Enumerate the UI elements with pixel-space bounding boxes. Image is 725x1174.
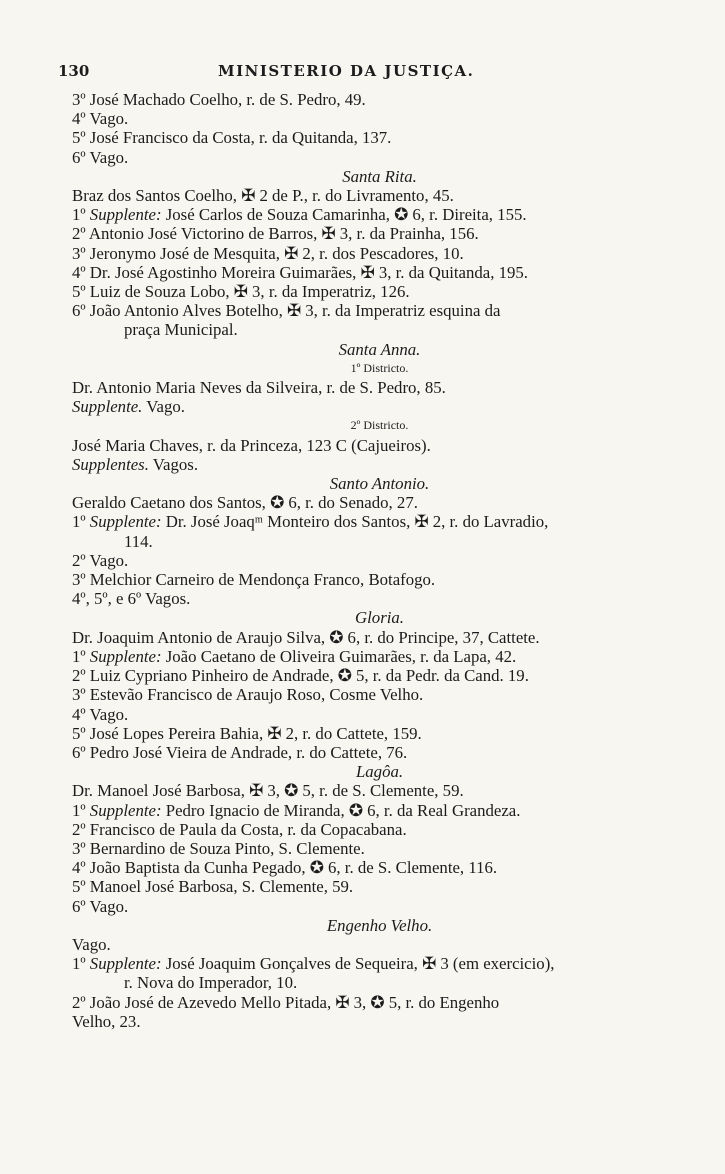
entry-role: Supplente: [89,800,162,820]
entry-line [72,244,647,263]
entry-text: Dr. Joaquim Antonio de Araujo Silva, ✪ 6, r. do Principe, 37, Cattete. [72,627,540,647]
entry-text: 2º Luiz Cypriano Pinheiro de Andrade, ✪ 5, r. da Pedr. da Cand. 19. [72,666,529,686]
entry-line [72,935,647,954]
entry-text: 3º Melchior Carneiro de Mendonça Franco, Botafogo. [72,570,436,590]
entry-text: Pedro Ignacio de Miranda, ✪ 6, r. da Real Grandeza. [161,800,521,820]
entry-text: r. Nova do Imperador, 10. [124,973,298,993]
entry-text: 3º Estevão Francisco de Araujo Roso, Cosme Velho. [72,685,424,705]
entry-line [72,512,647,531]
entry-text: Braz dos Santos Coelho, ✠ 2 de P., r. do Livramento, 45. [72,186,454,206]
entry-text: José Maria Chaves, r. da Princeza, 123 C (Cajueiros). [72,435,431,455]
entry-text: Lagôa. [355,762,404,782]
entry-text: 3º Jeronymo José de Mesquita, ✠ 2, r. dos Pescadores, 10. [72,243,464,263]
entry-line [72,858,647,877]
running-head: MINISTERIO DA JUSTIÇA. [218,62,475,80]
entry-ordinal: 1º [72,954,90,974]
entry-ordinal: 1º [72,205,90,225]
entry-ordinal: 1º [72,800,90,820]
entry-text: 4º João Baptista da Cunha Pegado, ✪ 6, r. de S. Clemente, 116. [72,858,498,878]
entry-text: Santa Rita. [342,166,417,186]
entry-line [72,954,647,973]
entry-line [72,628,647,647]
page-number: 130 [58,62,90,80]
entry-line [72,647,647,666]
section-heading [72,608,647,627]
entry-line [72,820,647,839]
entry-line [72,993,647,1012]
entry-line [72,551,647,570]
entry-text: 4º, 5º, e 6º Vagos. [72,589,191,609]
entry-line [72,897,647,916]
entry-text: praça Municipal. [124,320,238,340]
entry-line [72,743,647,762]
entry-continuation [72,532,647,551]
page-header [58,62,648,86]
entry-line [72,224,647,243]
entry-text: 2º João José de Azevedo Mello Pitada, ✠ 3, ✪ 5, r. do Engenho [72,992,500,1012]
entry-text: Santo Antonio. [329,474,430,494]
entry-text: 4º Vago. [72,109,129,129]
entry-text: Dr. Manoel José Barbosa, ✠ 3, ✪ 5, r. de S. Clemente, 59. [72,781,464,801]
entry-ordinal: 1º [72,512,90,532]
section-heading [72,340,647,359]
entry-line [72,205,647,224]
entry-text: 5º José Lopes Pereira Bahia, ✠ 2, r. do Cattete, 159. [72,723,422,743]
entry-text: 6º Vago. [72,896,129,916]
entry-line [72,801,647,820]
entry-line [72,685,647,704]
section-heading [72,167,647,186]
text-body [72,90,647,1031]
entry-text: 4º Dr. José Agostinho Moreira Guimarães, ✠ 3, r. da Quitanda, 195. [72,262,528,282]
entry-line [72,493,647,512]
entry-text: Vagos. [148,454,199,474]
section-heading [72,762,647,781]
entry-continuation [72,973,647,992]
entry-line [72,90,647,109]
entry-text: Geraldo Caetano dos Santos, ✪ 6, r. do Senado, 27. [72,493,418,513]
entry-line [72,1012,647,1031]
entry-line [72,781,647,800]
entry-line [72,282,647,301]
entry-role: Supplente. [72,397,143,417]
entry-role: Supplente: [89,512,162,532]
entry-line [72,148,647,167]
entry-text: Vago. [72,934,111,954]
entry-text: 3º José Machado Coelho, r. de S. Pedro, 49. [72,90,366,109]
entry-text: 6º João Antonio Alves Botelho, ✠ 3, r. da Imperatriz esquina da [72,301,501,321]
entry-line [72,378,647,397]
entry-line [72,301,647,320]
entry-line [72,877,647,896]
entry-text: João Caetano de Oliveira Guimarães, r. da Lapa, 42. [161,646,517,666]
entry-text: Velho, 23. [72,1011,141,1031]
entry-line [72,397,647,416]
entry-text: 2º Vago. [72,550,129,570]
entry-text: 4º Vago. [72,704,129,724]
entry-line [72,455,647,474]
entry-text: Dr. José Joaqᵐ Monteiro dos Santos, ✠ 2, r. do Lavradio, [161,512,549,532]
entry-role: Supplente: [89,954,162,974]
entry-role: Supplente: [89,205,162,225]
entry-text: 5º Luiz de Souza Lobo, ✠ 3, r. da Imperatriz, 126. [72,282,410,302]
entry-text: José Carlos de Souza Camarinha, ✪ 6, r. Direita, 155. [161,205,527,225]
entry-text: Engenho Velho. [326,915,433,935]
entry-text: José Joaquim Gonçalves de Sequeira, ✠ 3 (em exercicio), [161,954,555,974]
entry-text: 1º Districto. [350,360,409,375]
entry-line [72,666,647,685]
district-heading [72,359,647,378]
entry-line [72,128,647,147]
entry-continuation [72,320,647,339]
entry-role: Supplente: [89,646,162,666]
entry-line [72,109,647,128]
entry-text: 6º Pedro José Vieira de Andrade, r. do Cattete, 76. [72,742,408,762]
entry-text: 5º Manoel José Barbosa, S. Clemente, 59. [72,877,354,897]
entry-line [72,570,647,589]
entry-ordinal: 1º [72,646,90,666]
entry-text: 114. [124,531,153,551]
entry-line [72,186,647,205]
entry-text: 5º José Francisco da Costa, r. da Quitanda, 137. [72,128,392,148]
entry-line [72,705,647,724]
entry-line [72,589,647,608]
entry-text: Vago. [142,397,185,417]
entry-line [72,263,647,282]
entry-text: 3º Bernardino de Souza Pinto, S. Clemente. [72,838,365,858]
entry-role: Supplentes. [72,454,149,474]
entry-text: Dr. Antonio Maria Neves da Silveira, r. de S. Pedro, 85. [72,378,446,398]
entry-line [72,436,647,455]
entry-text: Gloria. [355,608,404,628]
entry-text: 2º Districto. [350,418,409,433]
entry-text: 2º Francisco de Paula da Costa, r. da Copacabana. [72,819,407,839]
section-heading [72,916,647,935]
entry-line [72,839,647,858]
district-heading [72,416,647,435]
section-heading [72,474,647,493]
entry-text: 6º Vago. [72,147,129,167]
entry-text: 2º Antonio José Victorino de Barros, ✠ 3, r. da Prainha, 156. [72,224,479,244]
entry-text: Santa Anna. [338,339,421,359]
entry-line [72,724,647,743]
